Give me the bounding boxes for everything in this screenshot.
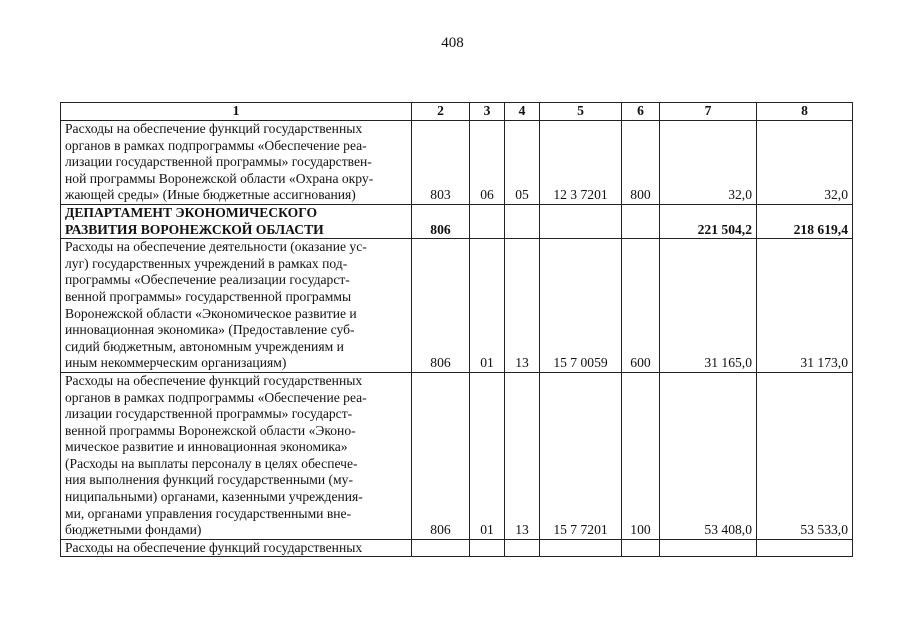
cell-expense-type: 800 [622,121,660,205]
description-line: лизации государственной программы» государствен- [65,154,372,170]
row-description [61,372,412,539]
table-row [61,121,853,205]
table-row [61,204,853,238]
cell-subsection [505,204,540,238]
description-line: Расходы на обеспечение деятельности (оказание ус- [65,239,367,255]
cell-target-article [540,204,622,238]
cell-subsection: 05 [505,121,540,205]
cell-target-article: 15 7 0059 [540,239,622,373]
cell-section: 06 [470,121,505,205]
header-col-6: 6 [622,103,660,121]
cell-target-article: 15 7 7201 [540,372,622,539]
description-line: РАЗВИТИЯ ВОРОНЕЖСКОЙ ОБЛАСТИ [65,221,324,237]
cell-expense-type: 100 [622,372,660,539]
header-row [61,103,853,121]
cell-section: 01 [470,239,505,373]
cell-target-article: 12 3 7201 [540,121,622,205]
description-line: бюджетными фондами) [65,522,202,538]
header-col-3: 3 [470,103,505,121]
cell-amount-1: 221 504,2 [660,204,757,238]
cell-section [470,539,505,557]
cell-amount-2: 31 173,0 [757,239,853,373]
description-line: Расходы на обеспечение функций государственных [65,539,363,555]
description-line: лизации государственной программы» государст- [65,406,353,422]
description-line: венной программы» государственной программы [65,288,352,304]
description-line: венной программы Воронежской области «Эконо- [65,422,356,438]
description-line: программы «Обеспечение реализации государст- [65,272,350,288]
cell-amount-1: 32,0 [660,121,757,205]
description-line: ния выполнения функций государственными (му- [65,472,353,488]
row-description [61,204,412,238]
cell-amount-2: 218 619,4 [757,204,853,238]
cell-amount-1 [660,539,757,557]
budget-table [60,102,853,557]
description-line: Расходы на обеспечение функций государственных [65,121,363,136]
header-col-1: 1 [61,103,412,121]
cell-section [470,204,505,238]
description-line: Воронежской области «Экономическое развитие и [65,305,357,321]
cell-section: 01 [470,372,505,539]
cell-subsection: 13 [505,372,540,539]
cell-amount-1: 53 408,0 [660,372,757,539]
cell-code-admin: 806 [412,239,470,373]
cell-code-admin: 806 [412,204,470,238]
description-line: Расходы на обеспечение функций государственных [65,372,363,388]
cell-expense-type [622,204,660,238]
page-number: 408 [441,35,464,51]
cell-amount-2: 53 533,0 [757,372,853,539]
cell-amount-1: 31 165,0 [660,239,757,373]
description-line: луг) государственных учреждений в рамках под- [65,255,348,271]
table-row [61,239,853,373]
row-description [61,121,412,205]
table-row [61,539,853,557]
table-row [61,372,853,539]
cell-expense-type: 600 [622,239,660,373]
description-line: жающей среды» (Иные бюджетные ассигнования) [65,187,356,203]
row-description [61,239,412,373]
cell-target-article [540,539,622,557]
description-line: иным некоммерческим организациям) [65,355,287,371]
cell-subsection [505,539,540,557]
cell-amount-2: 32,0 [757,121,853,205]
cell-expense-type [622,539,660,557]
description-line: органов в рамках подпрограммы «Обеспечение реа- [65,389,367,405]
description-line: мическое развитие и инновационная экономика» [65,439,348,455]
header-col-7: 7 [660,103,757,121]
description-line: (Расходы на выплаты персоналу в целях обеспече- [65,455,358,471]
cell-code-admin: 806 [412,372,470,539]
description-line: сидий бюджетным, автономным учреждениям и [65,338,344,354]
description-line: ной программы Воронежской области «Охрана окру- [65,170,374,186]
description-line: ми, органами управления государственными вне- [65,505,352,521]
cell-code-admin [412,539,470,557]
description-line: органов в рамках подпрограммы «Обеспечение реа- [65,137,367,153]
cell-code-admin: 803 [412,121,470,205]
description-line: ДЕПАРТАМЕНТ ЭКОНОМИЧЕСКОГО [65,204,318,220]
cell-subsection: 13 [505,239,540,373]
header-col-2: 2 [412,103,470,121]
description-line: ниципальными) органами, казенными учреждения- [65,489,363,505]
row-description [61,539,412,557]
header-col-8: 8 [757,103,853,121]
cell-amount-2 [757,539,853,557]
header-col-5: 5 [540,103,622,121]
description-line: инновационная экономика» (Предоставление суб- [65,322,355,338]
header-col-4: 4 [505,103,540,121]
